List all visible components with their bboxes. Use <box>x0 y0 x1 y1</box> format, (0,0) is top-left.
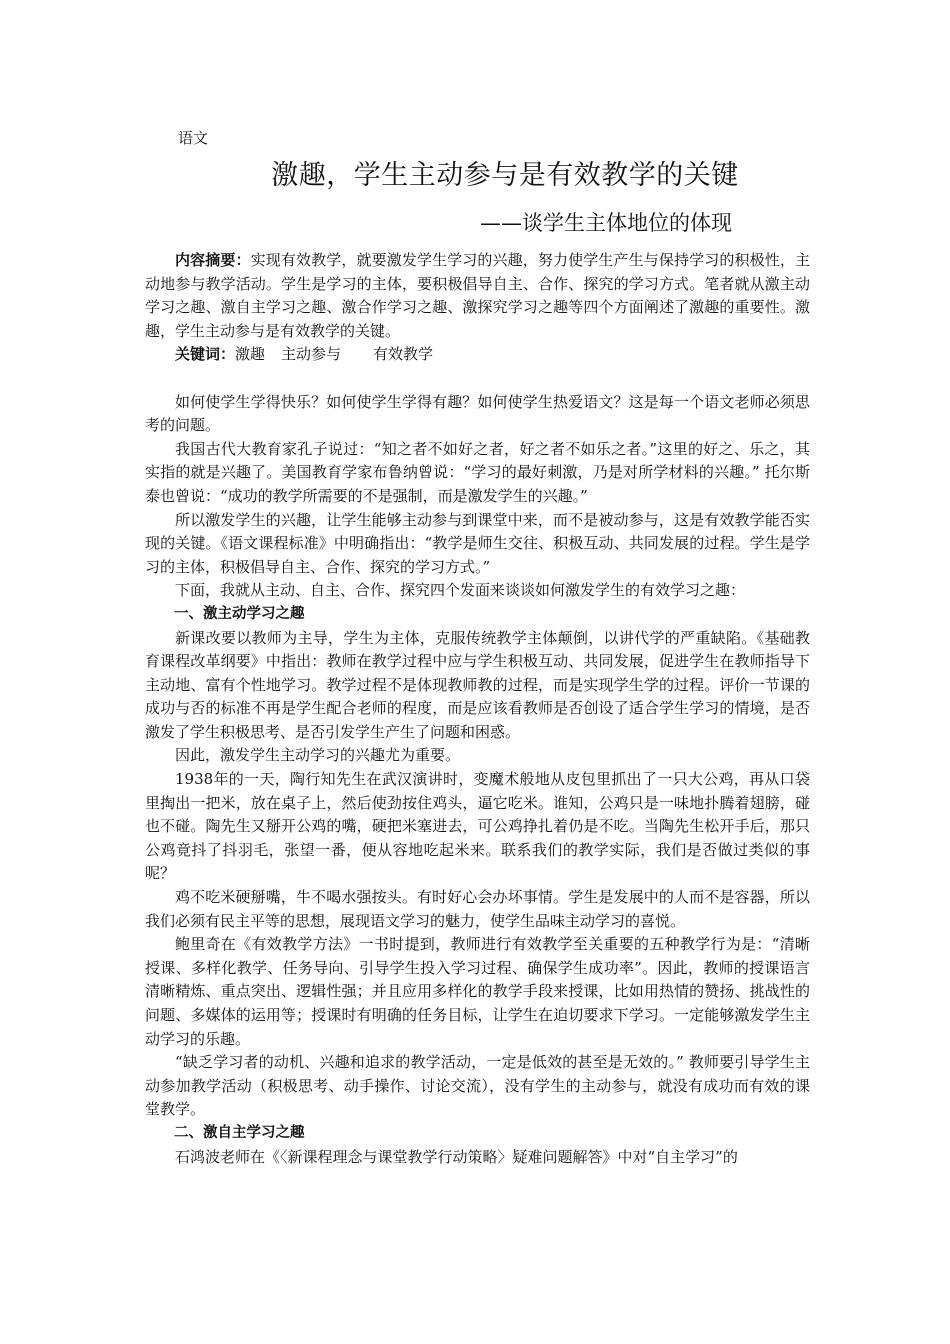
abstract-label: 内容摘要： <box>175 251 251 269</box>
body-paragraph-9: 鲍里奇在《有效教学方法》一书时提到，教师进行有效教学至关重要的五种教学行为是：“清晰授课、多样化教学、任务导向、引导学生投入学习过程、确保学生成功率”。因此，教师的授课语言清晰精炼、重点突出、逻辑性强；并且应用多样化的教学手段来授课，比如用热情的赞扬、挑战性的问题、多媒体的运用等；授课时有明确的任务目标，让学生在迫切要求下学习。一定能够激发学生主动学习的乐趣。 <box>145 935 810 1048</box>
keyword-2: 主动参与 <box>281 345 342 364</box>
body-paragraph-3: 所以激发学生的兴趣，让学生能够主动参与到课堂中来，而不是被动参与，这是有效教学能否实现的关键。《语文课程标准》中明确指出：“教学是师生交往、积极互动、共同发展的过程。学生是学习的主体，积极倡导自主、合作、探究的学习方式。” <box>145 510 810 576</box>
section-heading-1: 一、激主动学习之趣 <box>174 605 305 622</box>
section-heading-2: 二、激自主学习之趣 <box>174 1124 305 1141</box>
body-paragraph-2: 我国古代大教育家孔子说过：“知之者不如好之者，好之者不如乐之者。”这里的好之、乐之，其实指的就是兴趣了。美国教育学家布鲁纳曾说：“学习的最好刺激，乃是对所学材料的兴趣。” 托尔斯泰也曾说：“成功的教学所需要的不是强制，而是激发学生的兴趣。” <box>145 439 810 505</box>
keywords-label: 关键词： <box>175 345 236 364</box>
body-paragraph-5: 新课改要以教师为主导，学生为主体，克服传统教学主体颠倒，以讲代学的严重缺陷。《基础教育课程改革纲要》中指出：教师在教学过程中应与学生积极互动、共同发展，促进学生在教师指导下主动地、富有个性地学习。教学过程不是体现教师教的过程，而是实现学生学的过程。评价一节课的成功与否的标准不再是学生配合老师的程度，而是应该看教师是否创设了适合学生学习的情境，是否激发了学生积极思考、是否引发学生产生了问题和困惑。 <box>145 628 810 741</box>
body-paragraph-8: 鸡不吃米硬掰嘴，牛不喝水强按头。有时好心会办坏事情。学生是发展中的人而不是容器，所以我们必须有民主平等的思想，展现语文学习的魅力，使学生品味主动学习的喜悦。 <box>145 888 810 930</box>
blank-line <box>145 367 810 391</box>
document-body <box>145 249 810 1169</box>
body-paragraph-10: “缺乏学习者的动机、兴趣和追求的教学活动，一定是低效的甚至是无效的。” 教师要引导学生主动参加教学活动（积极思考、动手操作、讨论交流），没有学生的主动参与，就没有成功而有效的课堂教学。 <box>145 1053 810 1119</box>
keyword-3: 有效教学 <box>373 345 434 364</box>
body-paragraph-7: 1938年的一天，陶行知先生在武汉演讲时，变魔术般地从皮包里抓出了一只大公鸡，再从口袋里掏出一把米，放在桌子上，然后使劲按住鸡头，逼它吃米。谁知，公鸡只是一味地扑腾着翅膀，碰也不碰。陶先生又掰开公鸡的嘴，硬把米塞进去，可公鸡挣扎着仍是不吃。当陶先生松开手后，那只公鸡竟抖了抖羽毛，张望一番，便从容地吃起米来。联系我们的教学实际，我们是否做过类似的事呢？ <box>145 770 810 883</box>
body-paragraph-11: 石鸿波老师在《〈新课程理念与课堂教学行动策略〉疑难问题解答》中对“自主学习”的 <box>175 1147 738 1166</box>
keyword-1: 激趣 <box>235 345 266 364</box>
document-title: 激趣，学生主动参与是有效教学的关键 <box>271 160 739 191</box>
document-subtitle: ——谈学生主体地位的体现 <box>480 211 732 235</box>
abstract-text: 实现有效教学，就要激发学生学习的兴趣，努力使学生产生与保持学习的积极性，主动地参与教学活动。学生是学习的主体，要积极倡导自主、合作、探究的学习方式。笔者就从激主动学习之趣、激自主学习之趣、激合作学习之趣、激探究学习之趣等四个方面阐述了激趣的重要性。激趣，学生主动参与是有效教学的关键。 <box>145 251 810 340</box>
keywords-paragraph <box>145 343 810 367</box>
subject-label: 语文 <box>178 129 209 147</box>
body-paragraph-6: 因此，激发学生主动学习的兴趣尤为重要。 <box>175 746 461 765</box>
body-paragraph-4: 下面，我就从主动、自主、合作、探究四个发面来谈谈如何激发学生的有效学习之趣： <box>175 581 746 600</box>
body-paragraph-1: 如何使学生学得快乐？如何使学生学得有趣？如何使学生热爱语文？这是每一个语文老师必须思考的问题。 <box>145 392 810 435</box>
abstract-paragraph <box>145 249 810 343</box>
